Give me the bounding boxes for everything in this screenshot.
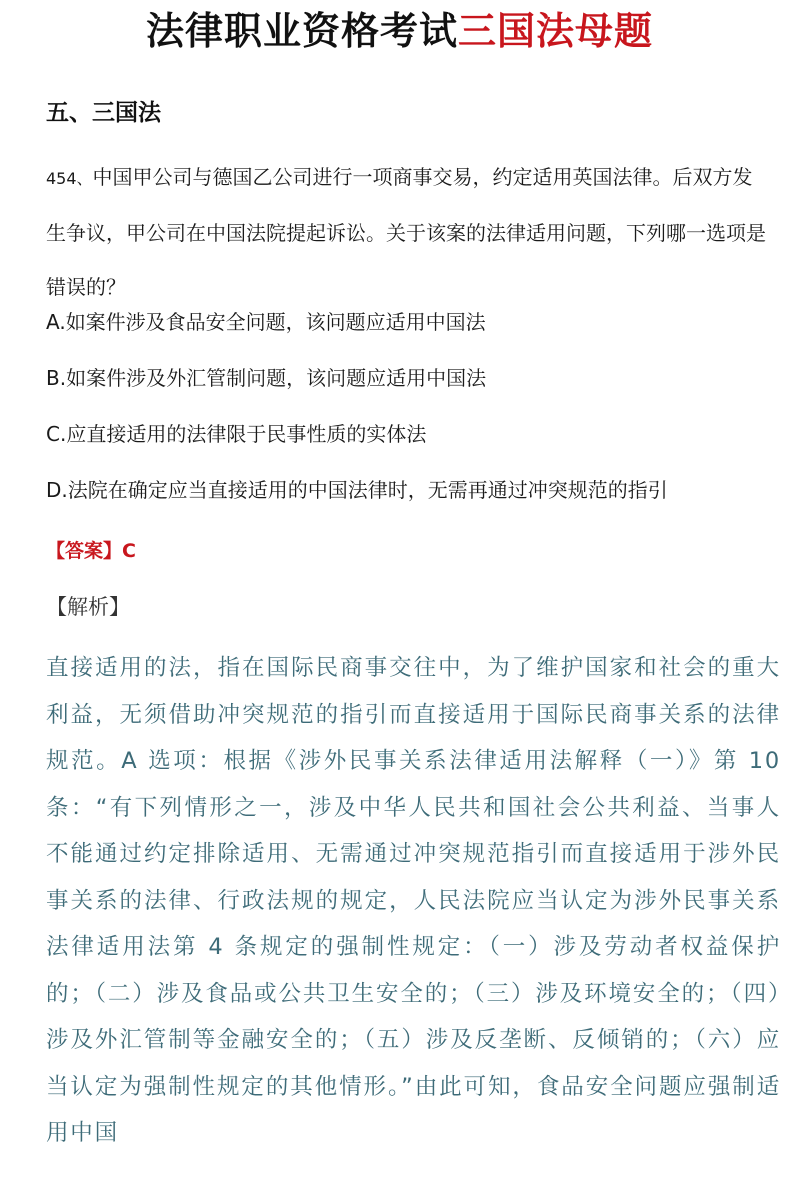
analysis-label: 【解析】 — [46, 595, 130, 619]
question-number: 454、 — [46, 169, 93, 188]
answer — [46, 536, 136, 566]
option-a: A.如案件涉及食品安全问题，该问题应适用中国法 — [46, 310, 486, 334]
page-title — [0, 6, 799, 56]
options-list — [46, 308, 766, 532]
option-c: C.应直接适用的法律限于民事性质的实体法 — [46, 422, 427, 446]
option-b: B.如案件涉及外汇管制问题，该问题应适用中国法 — [46, 366, 487, 390]
question-block — [46, 150, 766, 314]
question-text: 中国甲公司与德国乙公司进行一项商事交易，约定适用英国法律。后双方发生争议，甲公司在中国法院提起诉讼。关于该案的法律适用问题，下列哪一选项是错误的？ — [46, 165, 766, 299]
title-highlight: 三国法母题 — [458, 9, 654, 53]
answer-label: 【答案】 — [46, 540, 123, 562]
option-d: D.法院在确定应当直接适用的中国法律时，无需再通过冲突规范的指引 — [46, 478, 668, 502]
analysis-text: 直接适用的法，指在国际民商事交往中，为了维护国家和社会的重大利益，无须借助冲突规范的指引而直接适用于国际民商事关系的法律规范。A 选项：根据《涉外民事关系法律适用法解释（一）》第 10 条：“有下列情形之一，涉及中华人民共和国社会公共利益、当事人不能通过约定排除适用、无需通过冲突规范指引而直接适用于涉外民事关系的法律、行政法规的规定，人民法院应当认定为涉外民事关系法律适用法第 4 条规定的强制性规定：（一）涉及劳动者权益保护的；（二）涉及食品或公共卫生安全的；（三）涉及环境安全的；（四）涉及外汇管制等金融安全的；（五）涉及反垄断、反倾销的；（六）应当认定为强制性规定的其他情形。”由此可知，食品安全问题应强制适用中国 — [46, 655, 781, 1146]
answer-value: C — [122, 540, 136, 562]
title-main: 法律职业资格考试 — [145, 9, 458, 53]
section-heading: 五、三国法 — [46, 100, 161, 126]
